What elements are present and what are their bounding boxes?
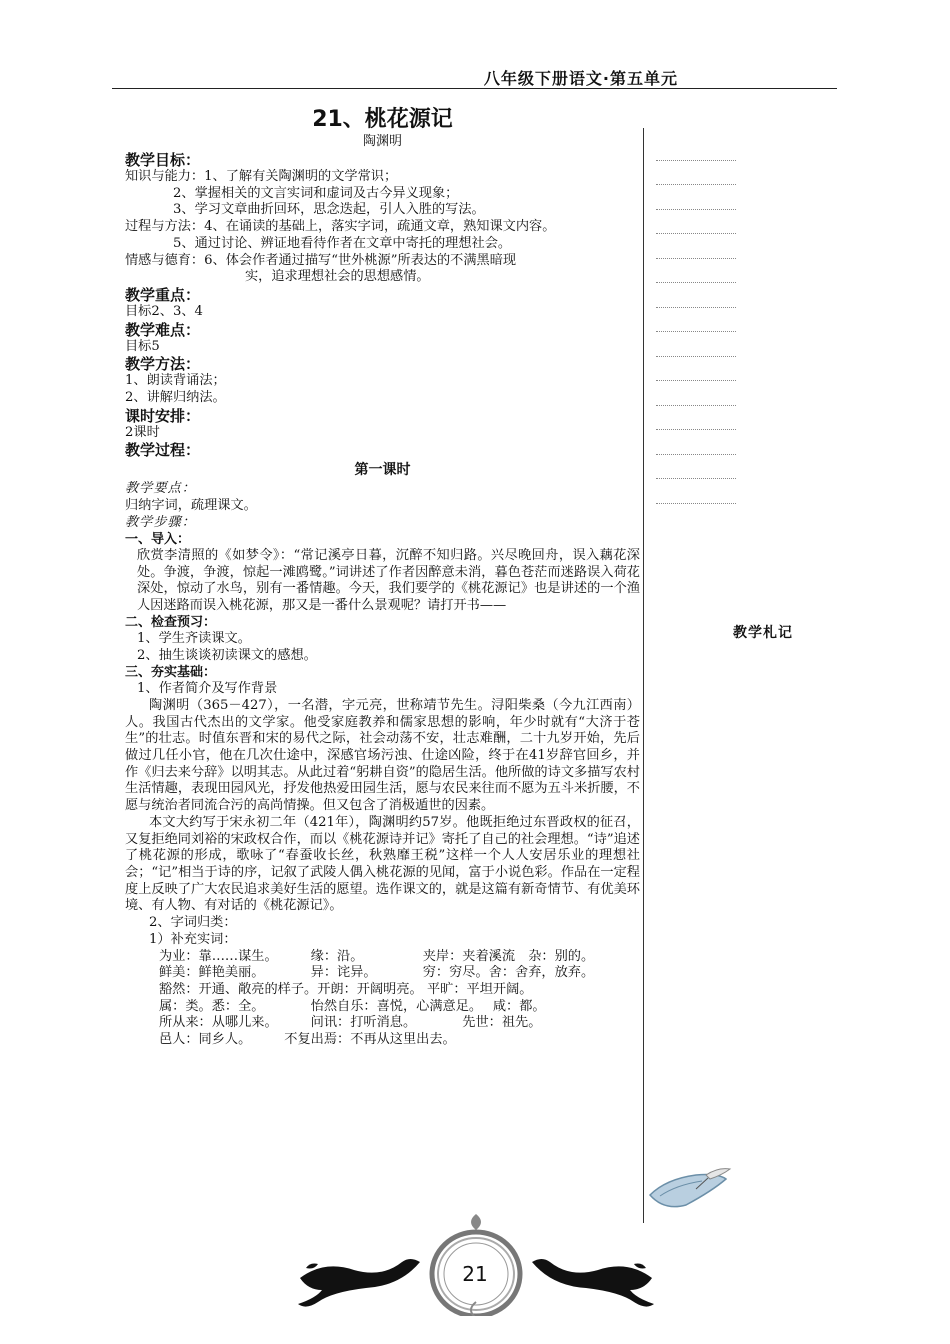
- goal-line: 5、通过讨论、辨证地看待作者在文章中寄托的理想社会。: [173, 235, 512, 251]
- vocab-line: 邑人：同乡人。 不复出焉：不再从这里出去。: [159, 1032, 456, 1048]
- notes-line: [656, 381, 736, 406]
- notes-line: [656, 308, 736, 333]
- part3-sub2a: 1）补充实词：: [149, 931, 237, 947]
- method-item: 1、朗读背诵法；: [125, 373, 226, 389]
- vocab-line: 豁然：开通、敞亮的样子。开朗：开阔明亮。 平旷：平坦开阔。: [159, 981, 533, 997]
- key-heading: 教学重点：: [125, 285, 201, 304]
- goal-line: 2、掌握相关的文言实词和虚词及古今异义现象；: [173, 185, 459, 201]
- part3-sub1: 1、作者简介及写作背景: [137, 681, 278, 697]
- part1-heading: 一、导入：: [125, 531, 191, 547]
- page-number: 21: [462, 1262, 488, 1286]
- header-rule: [112, 88, 837, 89]
- notes-line: [656, 430, 736, 455]
- notes-line: [656, 259, 736, 284]
- points-text: 归纳字词，疏理课文。: [125, 498, 257, 514]
- notes-line: [656, 185, 736, 210]
- vocab-line: 鲜美：鲜艳美丽。 异：诧异。 穷：穷尽。舍：舍弃，放弃。: [159, 965, 595, 981]
- column-divider: [643, 128, 644, 1223]
- method-heading: 教学方法：: [125, 355, 201, 374]
- part3-para1: 陶渊明（365－427），一名潜，字元亮，世称靖节先生。浔阳柴桑（今九江西南）人。我国古代杰出的文学家。他受家庭教养和儒家思想的影响，年少时就有“大济于苍生”的壮志。时值东晋和宋的易代之际，社会动荡不安，壮志难酬，二十九岁开始，先后做过几任小官，他在几次仕途中，深感官场污浊、仕途凶险，终于在41岁辞官回乡，并作《归去来兮辞》以明其志。从此过着“躬耕自资”的隐居生活。他所做的诗文多描写农村生活情趣，表现田园风光，抒发他热爱田园生活，愿与农民来往而不愿为五斗米折腰，不愿与统治者同流合污的高尚情操。但又包含了消极遁世的因素。: [125, 697, 640, 814]
- notes-line: [656, 332, 736, 357]
- part2-item: 2、抽生谈谈初读课文的感想。: [137, 648, 317, 664]
- header-title: 八年级下册语文·第五单元: [483, 69, 678, 88]
- notes-label: 教学札记: [733, 625, 793, 641]
- method-item: 2、讲解归纳法。: [125, 390, 226, 406]
- goal-line: 情感与德育：6、体会作者通过描写“世外桃源”所表达的不满黑暗现: [125, 252, 517, 268]
- notes-line: [656, 479, 736, 504]
- notes-lines: [656, 136, 736, 504]
- difficulty-heading: 教学难点：: [125, 320, 201, 339]
- lesson-period-label: 第一课时: [354, 462, 411, 479]
- schedule-text: 2课时: [125, 424, 160, 440]
- part2-item: 1、学生齐读课文。: [137, 631, 251, 647]
- process-heading: 教学过程：: [125, 441, 201, 460]
- difficulty-text: 目标5: [125, 338, 160, 354]
- vocab-line: 属：类。悉：全。 怡然自乐：喜悦，心满意足。 咸：都。: [159, 998, 546, 1014]
- lesson-author: 陶渊明: [362, 134, 402, 149]
- notes-line: [656, 234, 736, 259]
- part2-heading: 二、检查预习：: [125, 614, 217, 630]
- key-text: 目标2、3、4: [125, 303, 203, 319]
- steps-label: 教学步骤：: [125, 514, 196, 530]
- notes-line: [656, 210, 736, 235]
- notes-line: [656, 283, 736, 308]
- schedule-heading: 课时安排：: [125, 406, 201, 425]
- points-label: 教学要点：: [125, 481, 196, 497]
- vocab-line: 所从来：从哪儿来。 问讯：打听消息。 先世：祖先。: [159, 1015, 542, 1031]
- part3-para2: 本文大约写于宋永初二年（421年），陶渊明约57岁。他既拒绝过东晋政权的征召，又复拒绝同刘裕的宋政权合作，而以《桃花源诗并记》寄托了自己的社会理想。“诗”追述了桃花源的形成，歌咏了“春蚕收长丝，秋熟靡王税”这样一个人人安居乐业的理想社会；“记”相当于诗的序，记叙了武陵人偶入桃花源的见闻，富于小说色彩。作品在一定程度上反映了广大农民追求美好生活的愿望。选作课文的，就是这篇有新奇情节、有优美环境、有人物、有对话的《桃花源记》。: [125, 814, 640, 914]
- notes-line: [656, 455, 736, 480]
- notes-line: [656, 136, 736, 161]
- notes-line: [656, 406, 736, 431]
- goal-line: 3、学习文章曲折回环，思念迭起，引人入胜的写法。: [173, 202, 485, 218]
- notes-line: [656, 357, 736, 382]
- goal-line: 实，追求理想社会的思想感情。: [245, 269, 430, 285]
- goals-heading: 教学目标：: [125, 151, 201, 169]
- notes-line: [656, 161, 736, 186]
- goal-line: 知识与能力：1、了解有关陶渊明的文学常识；: [125, 169, 398, 184]
- vocab-line: 为业：靠……谋生。 缘：沿。 夹岸：夹着溪流 杂：别的。: [159, 948, 595, 964]
- part1-text: 欣赏李清照的《如梦令》：“常记溪亭日暮，沉醉不知归路。兴尽晚回舟，误入藕花深处。争渡，争渡，惊起一滩鸥鹭。”词讲述了作者因醉意未消，暮色苍茫而迷路误入荷花深处，惊动了水鸟，别有一番情趣。今天，我们要学的《桃花源记》也是讲述的一个渔人因迷路而误入桃花源，那又是一番什么景观呢？请打开书——: [137, 548, 640, 614]
- scroll-quill-icon: [646, 1165, 732, 1213]
- part3-sub2: 2、字词归类：: [149, 915, 237, 931]
- lesson-content: [125, 105, 640, 1049]
- part3-heading: 三、夯实基础：: [125, 664, 217, 680]
- goal-line: 过程与方法：4、在诵读的基础上，落实字词，疏通文章，熟知课文内容。: [125, 219, 556, 235]
- lesson-title: 21、桃花源记: [312, 107, 453, 132]
